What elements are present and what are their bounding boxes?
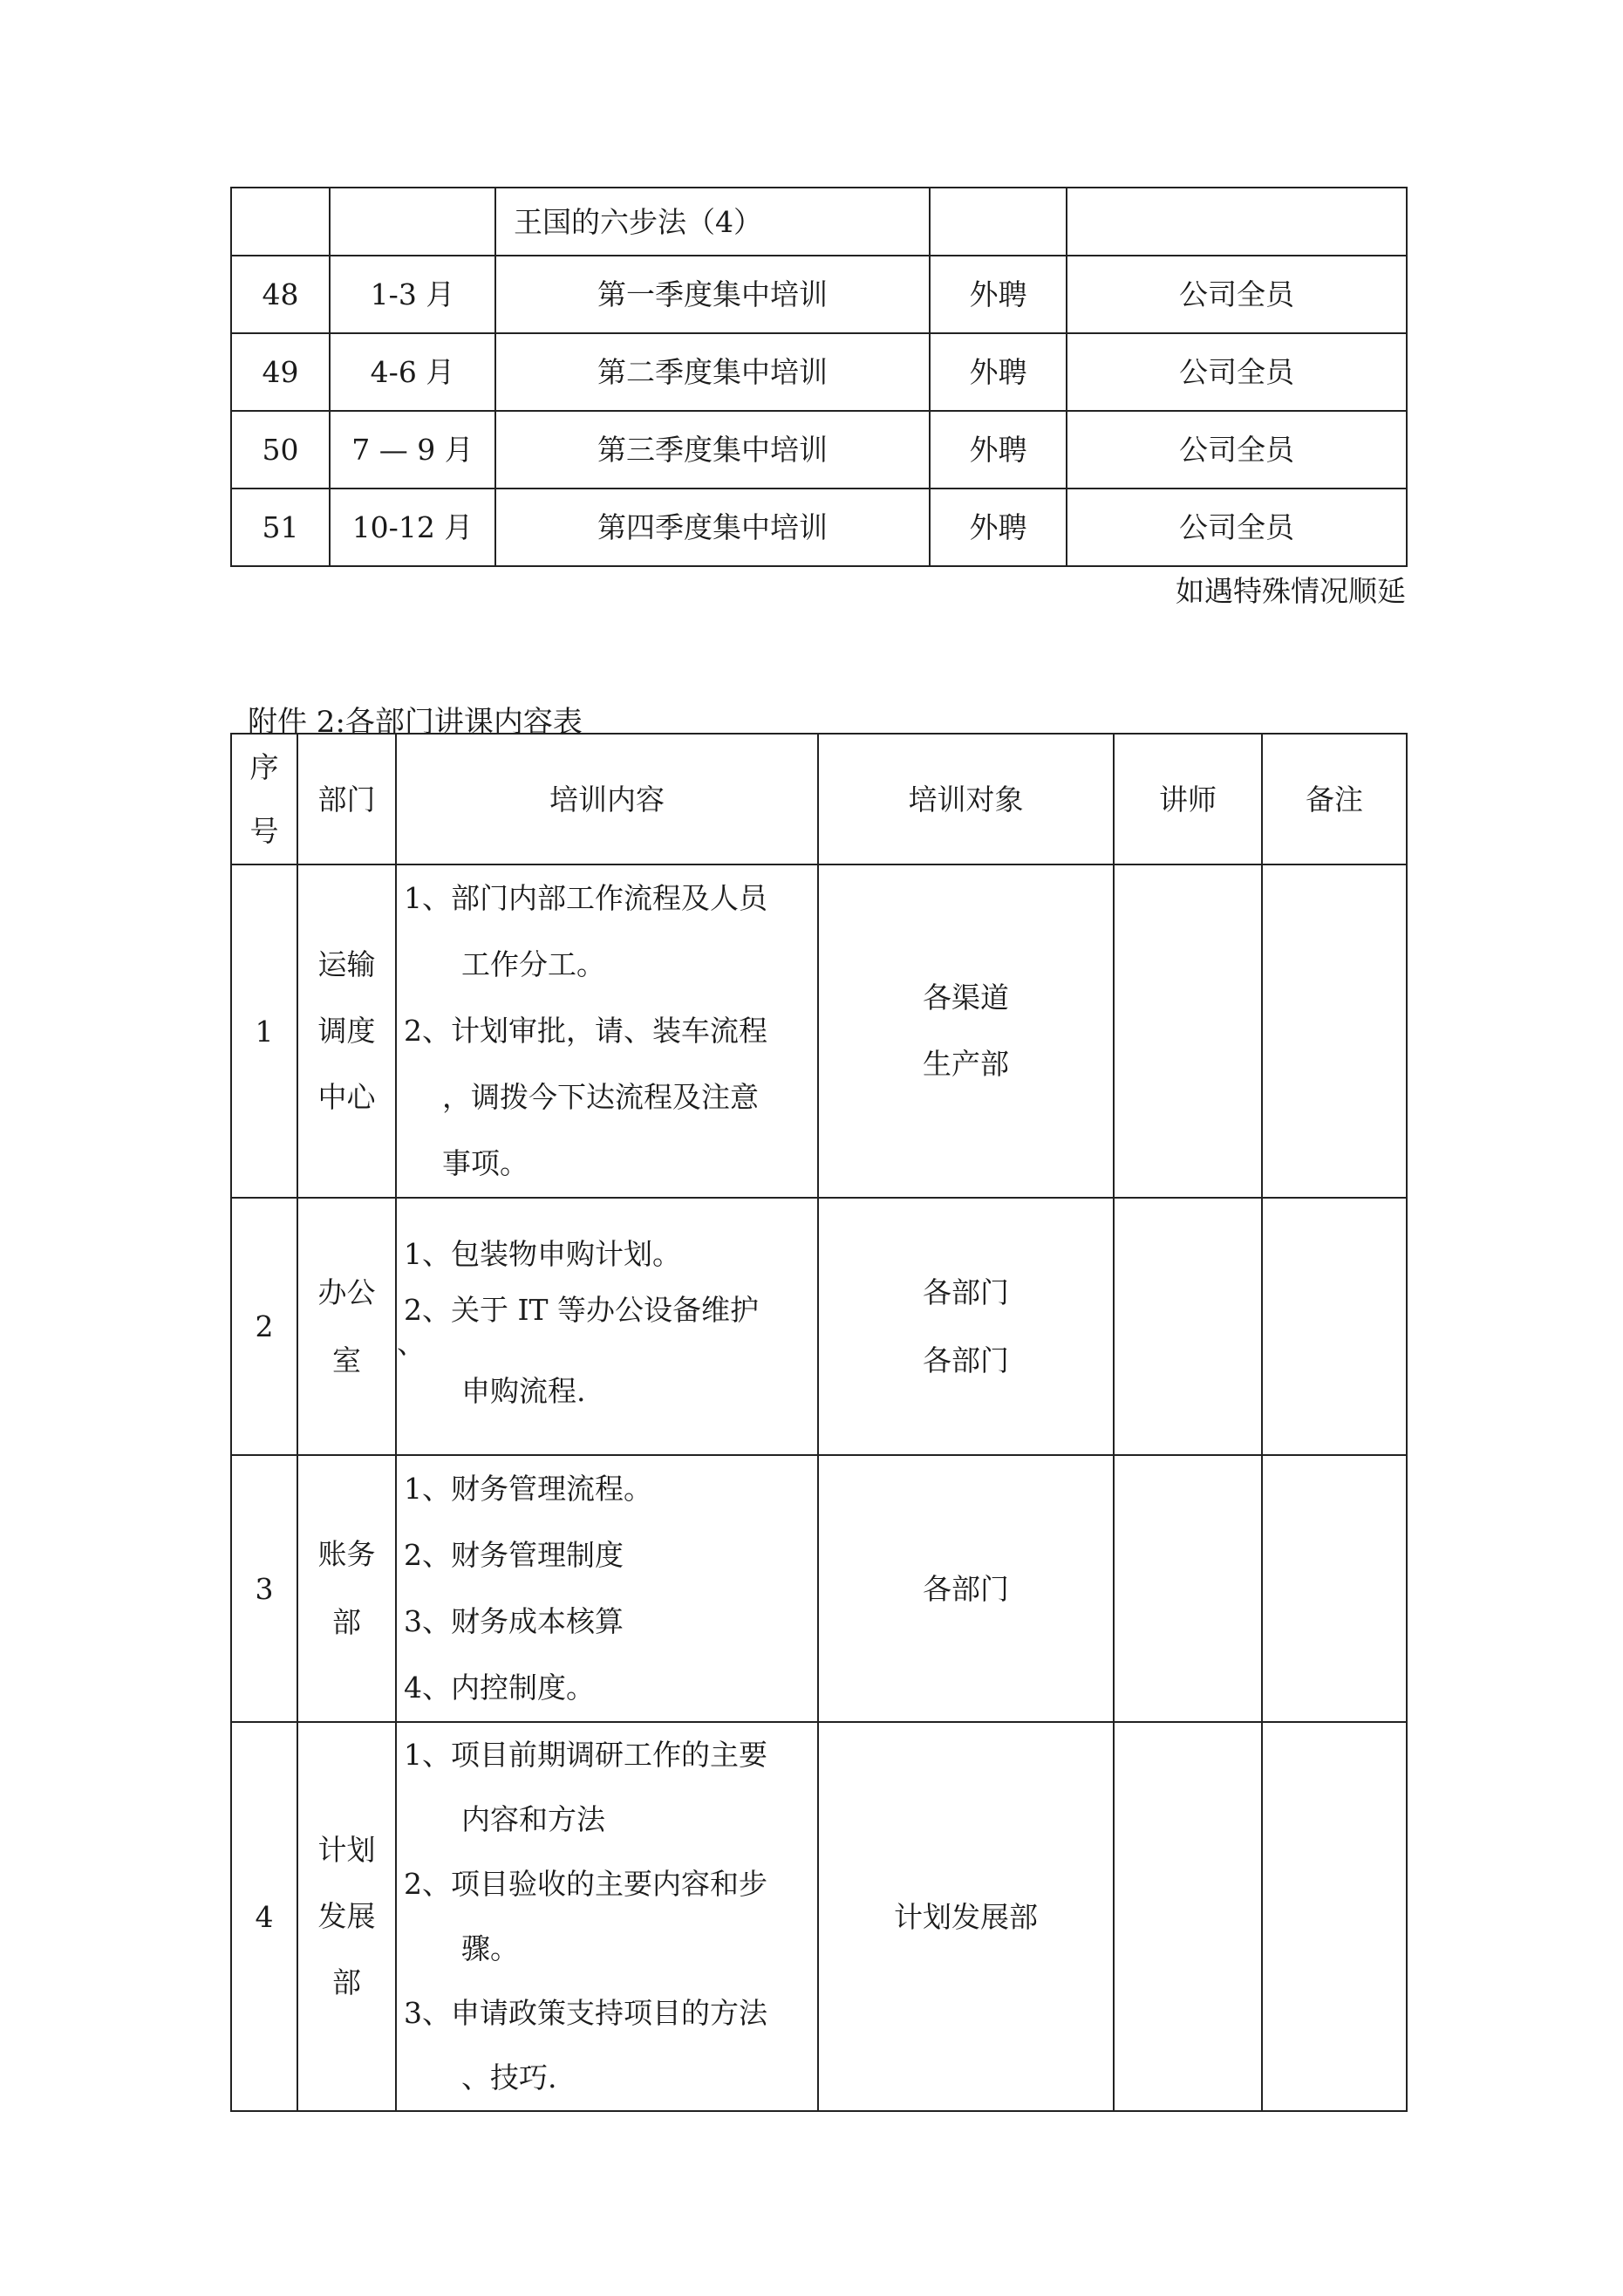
cell-audience: 公司全员 <box>1067 489 1407 566</box>
content-line: 2、财务管理制度 <box>404 1538 624 1572</box>
cell-lecturer <box>1114 1722 1262 2111</box>
cell-target <box>818 1198 1114 1455</box>
cell-content: 第三季度集中培训 <box>495 411 930 489</box>
dept-line: 发展 <box>317 1899 376 1933</box>
target-line: 生产部 <box>923 1047 1009 1081</box>
cell-lecturer <box>1114 1198 1262 1455</box>
cell-audience: 公司全员 <box>1067 256 1407 333</box>
dept-line: 账务 <box>317 1537 376 1571</box>
cell-audience <box>1067 188 1407 256</box>
cell-content <box>396 1722 818 2111</box>
header-no-line: 号 <box>249 814 279 848</box>
cell-note <box>1262 864 1407 1198</box>
cell-note <box>1262 1455 1407 1722</box>
cell-audience: 公司全员 <box>1067 411 1407 489</box>
table-row <box>231 864 1407 1198</box>
cell-no: 4 <box>231 1722 297 2111</box>
content-line: 3、申请政策支持项目的方法 <box>404 1996 767 2030</box>
cell-no: 3 <box>231 1455 297 1722</box>
content-line: 申购流程. <box>461 1373 586 1408</box>
target-line: 各渠道 <box>923 981 1009 1015</box>
table-row <box>231 333 1407 411</box>
cell-no: 48 <box>231 256 330 333</box>
cell-target <box>818 1722 1114 2111</box>
cell-content: 第一季度集中培训 <box>495 256 930 333</box>
header-note: 备注 <box>1262 734 1407 864</box>
content-line: 3、财务成本核算 <box>404 1604 624 1638</box>
cell-type: 外聘 <box>930 489 1067 566</box>
target-line: 各部门 <box>923 1274 1009 1309</box>
table-row <box>231 1198 1407 1455</box>
content-line: 事项。 <box>442 1146 528 1180</box>
content-line: 、技巧. <box>461 2060 557 2094</box>
dept-line: 调度 <box>317 1014 376 1048</box>
header-content: 培训内容 <box>396 734 818 864</box>
cell-target <box>818 864 1114 1198</box>
cell-type <box>930 188 1067 256</box>
content-line: 1、包装物申购计划。 <box>404 1236 681 1271</box>
schedule-remark: 如遇特殊情况顺延 <box>1176 574 1406 608</box>
dept-line: 运输 <box>317 947 376 981</box>
cell-audience: 公司全员 <box>1067 333 1407 411</box>
content-line: 、 <box>397 1325 426 1360</box>
content-line: 4、内控制度。 <box>404 1671 595 1705</box>
cell-content: 王国的六步法（4） <box>495 188 930 256</box>
header-no <box>231 734 297 864</box>
table-row <box>231 489 1407 566</box>
cell-content: 第二季度集中培训 <box>495 333 930 411</box>
table-row <box>231 1722 1407 2111</box>
table-row <box>231 256 1407 333</box>
cell-type: 外聘 <box>930 411 1067 489</box>
cell-note <box>1262 1198 1407 1455</box>
cell-content: 第四季度集中培训 <box>495 489 930 566</box>
cell-period <box>330 188 495 256</box>
dept-line: 办公 <box>317 1274 376 1309</box>
cell-no: 51 <box>231 489 330 566</box>
cell-period: 1-3 月 <box>330 256 495 333</box>
target-line: 各部门 <box>923 1343 1009 1377</box>
content-line: 内容和方法 <box>461 1802 605 1836</box>
table-row <box>231 1455 1407 1722</box>
dept-line: 部 <box>332 1965 361 1999</box>
cell-lecturer <box>1114 864 1262 1198</box>
cell-no: 50 <box>231 411 330 489</box>
cell-no: 1 <box>231 864 297 1198</box>
cell-no: 49 <box>231 333 330 411</box>
schedule-table <box>230 187 1408 567</box>
table-row <box>231 411 1407 489</box>
table-header-row <box>231 734 1407 864</box>
table-row <box>231 188 1407 256</box>
content-line: 工作分工。 <box>461 947 605 981</box>
cell-no: 2 <box>231 1198 297 1455</box>
cell-dept <box>297 1455 396 1722</box>
cell-lecturer <box>1114 1455 1262 1722</box>
dept-lecture-table <box>230 733 1408 2112</box>
cell-content <box>396 1198 818 1455</box>
header-no-line: 序 <box>249 750 279 784</box>
content-line: 2、项目验收的主要内容和步 <box>404 1867 767 1901</box>
attachment-caption: 附件 2:各部门讲课内容表 <box>248 705 583 740</box>
content-line: 1、财务管理流程。 <box>404 1472 652 1506</box>
target-line: 各部门 <box>923 1571 1009 1606</box>
header-target: 培训对象 <box>818 734 1114 864</box>
cell-dept <box>297 864 396 1198</box>
cell-dept <box>297 1722 396 2111</box>
cell-type: 外聘 <box>930 256 1067 333</box>
cell-type: 外聘 <box>930 333 1067 411</box>
dept-line: 中心 <box>317 1080 376 1114</box>
cell-content <box>396 1455 818 1722</box>
content-line: 2、计划审批，请、装车流程 <box>404 1014 767 1048</box>
cell-content <box>396 864 818 1198</box>
header-dept: 部门 <box>297 734 396 864</box>
cell-no <box>231 188 330 256</box>
content-line: 骤。 <box>461 1931 519 1965</box>
cell-target <box>818 1455 1114 1722</box>
cell-period: 10-12 月 <box>330 489 495 566</box>
dept-line: 室 <box>332 1343 361 1377</box>
content-line: ，调拨今下达流程及注意 <box>442 1080 759 1114</box>
cell-period: 4-6 月 <box>330 333 495 411</box>
content-line: 1、部门内部工作流程及人员 <box>404 881 767 915</box>
dept-line: 计划 <box>317 1833 376 1867</box>
content-line: 1、项目前期调研工作的主要 <box>404 1738 767 1772</box>
cell-note <box>1262 1722 1407 2111</box>
cell-dept <box>297 1198 396 1455</box>
content-line: 2、关于 IT 等办公设备维护 <box>404 1292 760 1327</box>
header-lecturer: 讲师 <box>1114 734 1262 864</box>
cell-period: 7 — 9 月 <box>330 411 495 489</box>
target-line: 计划发展部 <box>894 1899 1038 1934</box>
dept-line: 部 <box>332 1605 361 1639</box>
